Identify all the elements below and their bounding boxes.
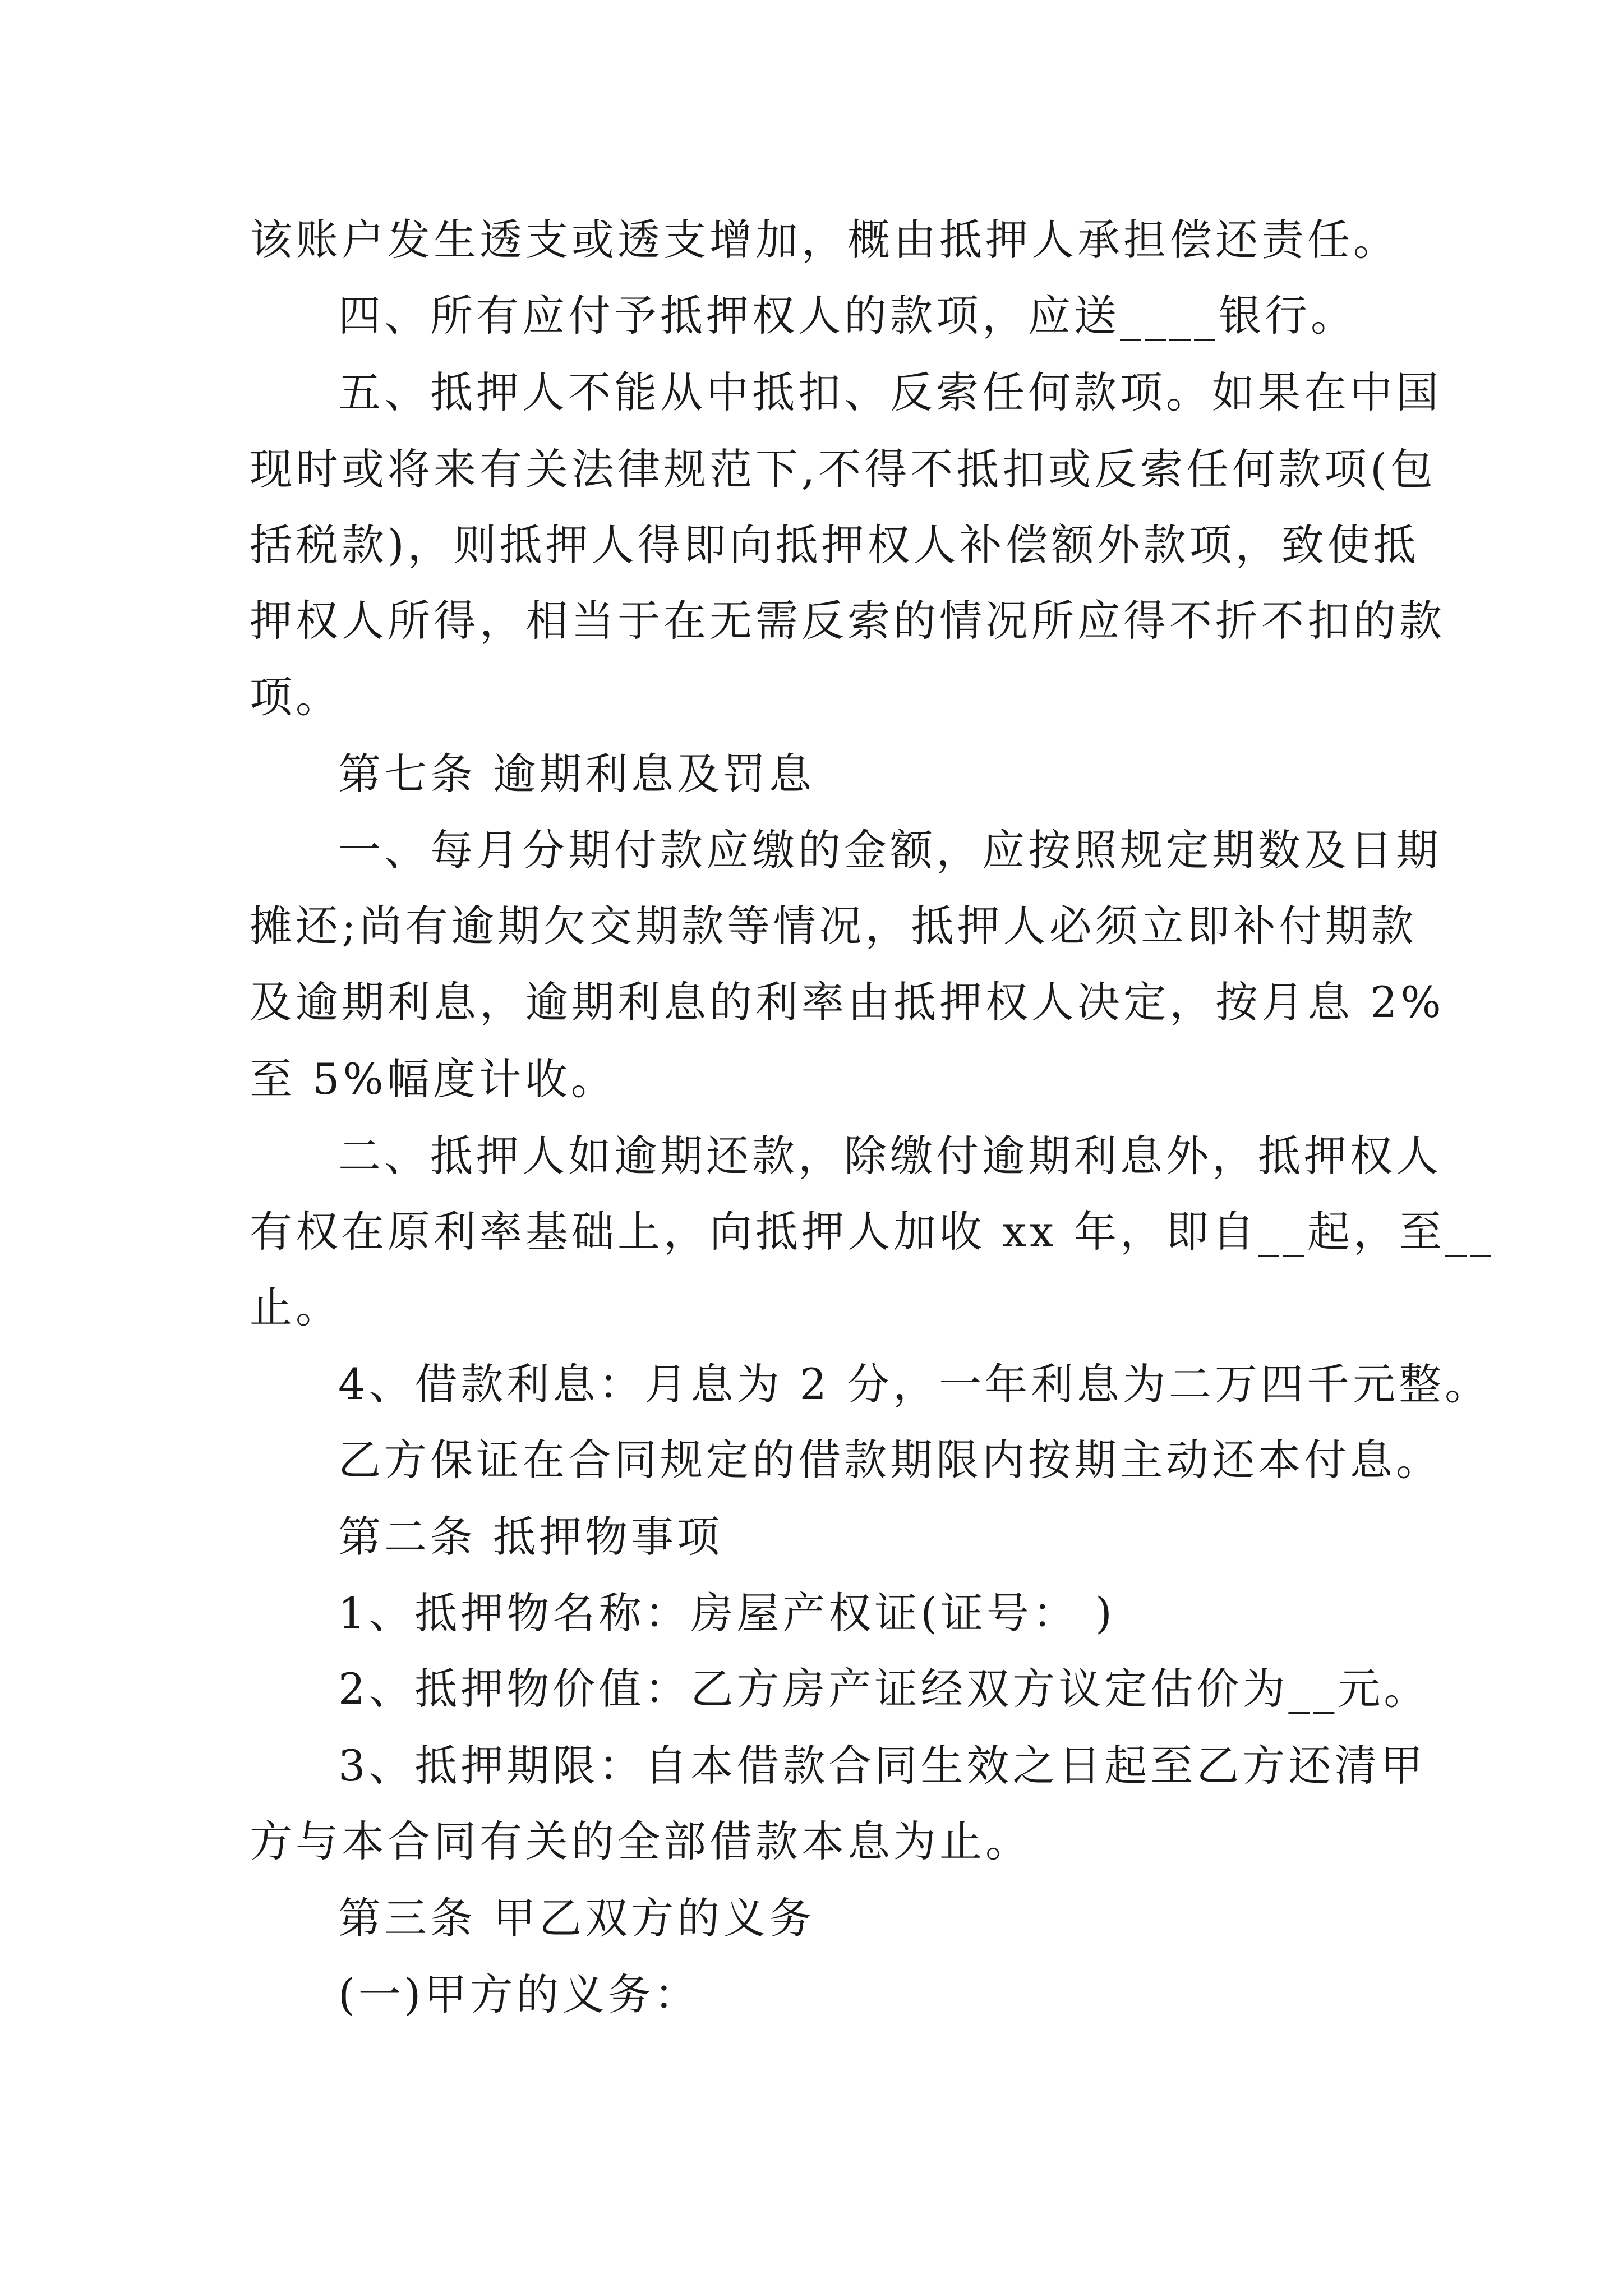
text-line: 4、借款利息：月息为 2 分，一年利息为二万四千元整。 <box>338 1359 1491 1409</box>
text-line: 乙方保证在合同规定的借款期限内按期主动还本付息。 <box>338 1435 1442 1485</box>
section-heading: 第三条 甲乙双方的义务 <box>338 1893 815 1943</box>
text-line: 四、所有应付予抵押权人的款项，应送____银行。 <box>338 291 1357 341</box>
text-line: 五、抵押人不能从中抵扣、反索任何款项。如果在中国 <box>338 367 1442 417</box>
text-line: 2、抵押物价值：乙方房产证经双方议定估价为__元。 <box>338 1664 1430 1714</box>
text-line: 二、抵押人如逾期还款，除缴付逾期利息外，抵押权人 <box>338 1131 1442 1181</box>
text-line: 项。 <box>250 672 342 722</box>
subsection-heading: (一)甲方的义务： <box>338 1970 700 2019</box>
text-line: 至 5%幅度计收。 <box>250 1054 617 1104</box>
text-line: 1、抵押物名称：房屋产权证(证号： ) <box>338 1588 1115 1638</box>
text-line: 有权在原利率基础上，向抵押人加收 xx 年，即自__起，至__ <box>250 1207 1495 1257</box>
text-line: 该账户发生透支或透支增加，概由抵押人承担偿还责任。 <box>250 215 1399 265</box>
text-line: 3、抵押期限：自本借款合同生效之日起至乙方还清甲 <box>338 1741 1427 1791</box>
text-line: 方与本合同有关的全部借款本息为止。 <box>250 1816 1031 1866</box>
text-line: 押权人所得，相当于在无需反索的情况所应得不折不扣的款 <box>250 596 1445 646</box>
section-heading: 第七条 逾期利息及罚息 <box>338 749 815 799</box>
text-line: 现时或将来有关法律规范下,不得不抵扣或反索任何款项(包 <box>250 444 1436 494</box>
text-line: 止。 <box>250 1282 342 1332</box>
text-line: 一、每月分期付款应缴的金额，应按照规定期数及日期 <box>338 825 1442 875</box>
text-line: 及逾期利息，逾期利息的利率由抵押权人决定，按月息 2% <box>250 977 1445 1027</box>
section-heading: 第二条 抵押物事项 <box>338 1512 723 1562</box>
text-line: 括税款)，则抵押人得即向抵押权人补偿额外款项，致使抵 <box>250 520 1419 570</box>
text-line: 摊还;尚有逾期欠交期款等情况，抵押人必须立即补付期款 <box>250 901 1417 951</box>
